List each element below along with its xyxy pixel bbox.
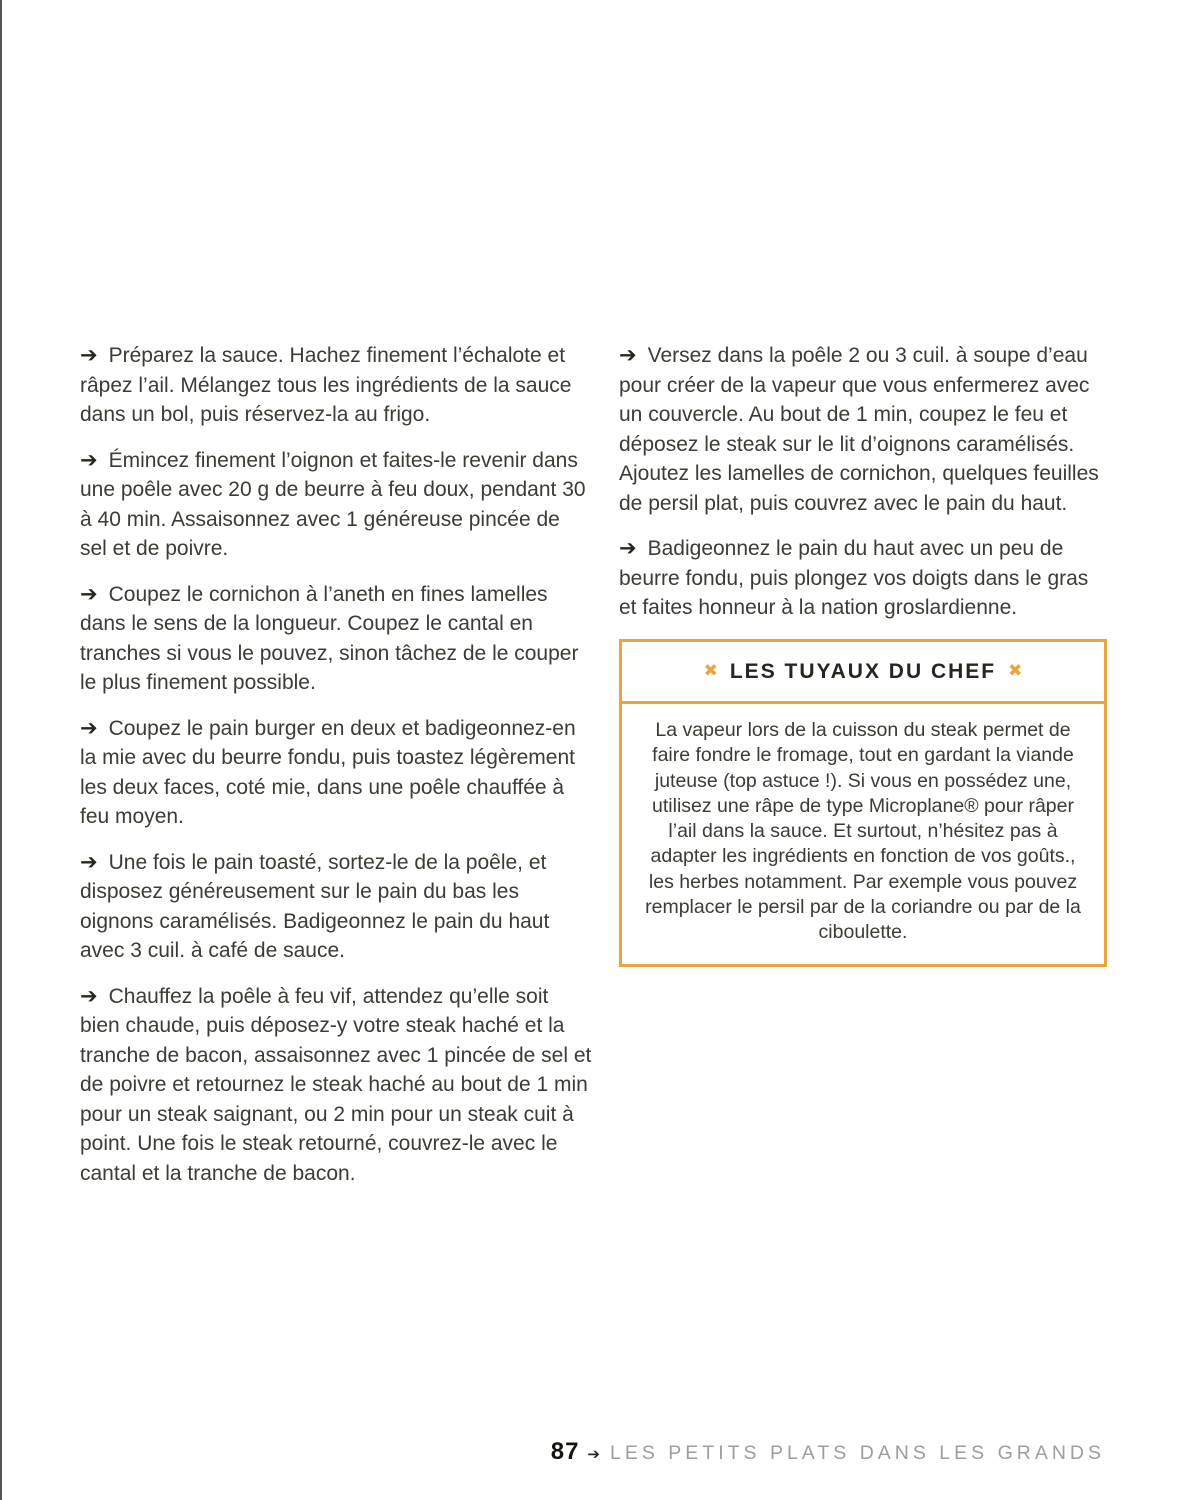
arrow-bullet-icon: ➔ xyxy=(80,581,98,606)
recipe-step-text: Badigeonnez le pain du haut avec un peu de beurre fondu, puis plongez vos doigts dans le gras et faites honneur à la nation groslardienne. xyxy=(619,537,1089,619)
cross-icon: ✖ xyxy=(1008,660,1023,681)
page-number: 87 xyxy=(550,1438,580,1465)
arrow-bullet-icon: ➔ xyxy=(80,343,98,367)
arrow-bullet-icon: ➔ xyxy=(80,849,98,874)
chef-tips-title: LES TUYAUX DU CHEF xyxy=(729,659,997,683)
recipe-step-text: Une fois le pain toasté, sortez-le de la poêle, et disposez généreusement sur le pain du bas les oignons caramélisés. Badigeonnez le pain du haut avec 3 cuil. à café de sauce. xyxy=(80,850,550,962)
chef-tips-body: La vapeur lors de la cuisson du steak permet de faire fondre le fromage, tout en gardant la viande juteuse (top astuce !). Si vous en possédez une, utilisez une râpe de type Microplane® pour râper l’ail dans la sauce. Et surtout, n’hésitez pas à adapter les ingrédients en fonction de vos goûts., les herbes notamment. Par exemple vous pouvez remplacer le persil par de la coriandre ou par de la ciboulette. xyxy=(645,719,1081,944)
recipe-step xyxy=(619,341,1107,518)
arrow-bullet-icon: ➔ xyxy=(80,715,98,740)
cross-icon: ✖ xyxy=(703,660,718,681)
footer-section-title: LES PETITS PLATS DANS LES GRANDS xyxy=(610,1442,1105,1464)
recipe-step-text: Émincez finement l’oignon et faites-le revenir dans une poêle avec 20 g de beurre à feu doux, pendant 30 à 40 min. Assaisonnez avec 1 généreuse pincée de sel et de poivre. xyxy=(80,448,586,560)
recipe-step-text: Chauffez la poêle à feu vif, attendez qu’elle soit bien chaude, puis déposez-y votre steak haché et la tranche de bacon, assaisonnez avec 1 pincée de sel et de poivre et retournez le steak haché au bout de 1 min pour un steak saignant, ou 2 min pour un steak cuit à point. Une fois le steak retourné, couvrez-le avec le cantal et la tranche de bacon. xyxy=(80,984,592,1185)
recipe-step-text: Coupez le pain burger en deux et badigeonnez-en la mie avec du beurre fondu, puis toastez légèrement les deux faces, coté mie, dans une poêle chauffée à feu moyen. xyxy=(80,716,576,828)
arrow-bullet-icon: ➔ xyxy=(80,447,98,472)
recipe-step xyxy=(80,982,592,1189)
recipe-step-text: Préparez la sauce. Hachez finement l’échalote et râpez l’ail. Mélangez tous les ingrédients de la sauce dans un bol, puis réservez-la au frigo. xyxy=(80,344,572,426)
recipe-step xyxy=(80,848,592,966)
recipe-step xyxy=(80,341,592,430)
recipe-step xyxy=(619,534,1107,623)
chef-tips-box xyxy=(619,639,1107,967)
recipe-step-text: Versez dans la poêle 2 ou 3 cuil. à soupe d’eau pour créer de la vapeur que vous enfermerez avec un couvercle. Au bout de 1 min, coupez le feu et déposez le steak sur le lit d’oignons caramélisés. Ajoutez les lamelles de cornichon, quelques feuilles de persil plat, puis couvrez avec le pain du haut. xyxy=(619,344,1099,515)
recipe-step-text: Coupez le cornichon à l’aneth en fines lamelles dans le sens de la longueur. Coupez le cantal en tranches si vous le pouvez, sinon tâchez de le couper le plus finement possible. xyxy=(80,582,579,694)
page-footer xyxy=(551,1438,1105,1466)
arrow-bullet-icon: ➔ xyxy=(619,536,637,560)
left-column xyxy=(80,341,592,1204)
recipe-step xyxy=(80,446,592,564)
recipe-step xyxy=(80,714,592,832)
arrow-bullet-icon: ➔ xyxy=(619,343,637,367)
right-column xyxy=(619,341,1107,967)
footer-arrow-icon: ➔ xyxy=(587,1445,600,1463)
recipe-step xyxy=(80,580,592,698)
arrow-bullet-icon: ➔ xyxy=(80,983,98,1008)
page-edge-line xyxy=(0,0,2,1500)
chef-tips-header xyxy=(622,642,1104,705)
